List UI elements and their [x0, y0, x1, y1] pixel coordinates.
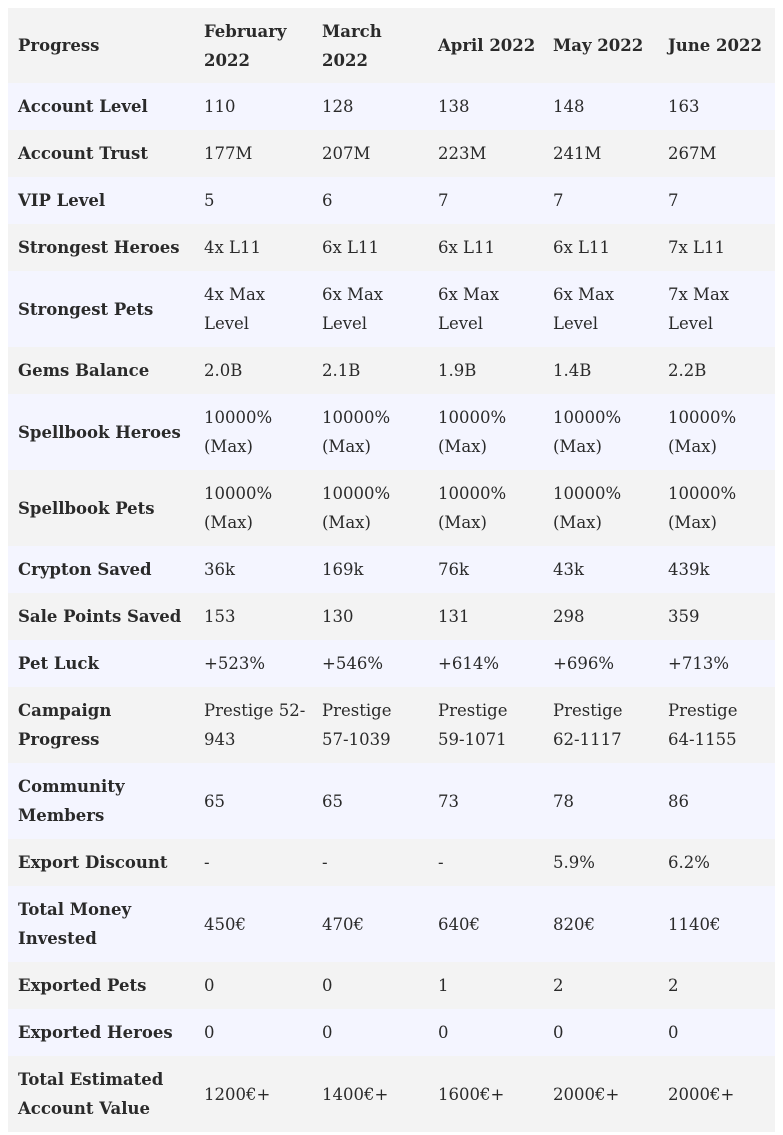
- row-label: Spellbook Heroes: [18, 422, 181, 442]
- table-cell: 36k: [204, 560, 235, 579]
- table-cell: 6: [322, 191, 333, 210]
- table-row-crypton-saved: [8, 546, 775, 593]
- table-cell: 359: [668, 607, 700, 626]
- table-cell: 0: [438, 1023, 449, 1042]
- table-cell: 86: [668, 791, 689, 811]
- table-cell: 1140€: [668, 914, 721, 934]
- table-header-row: [8, 8, 775, 83]
- table-cell: 6.2%: [668, 853, 710, 872]
- row-label: Pet Luck: [18, 654, 99, 673]
- table-cell: 177M: [204, 144, 253, 163]
- row-label: Campaign Progress: [18, 701, 112, 749]
- table-row-strongest-pets: [8, 271, 775, 347]
- table-row-account-trust: [8, 130, 775, 177]
- row-label: Exported Heroes: [18, 1023, 173, 1042]
- table-cell: 267M: [668, 144, 717, 163]
- table-cell: 450€: [204, 914, 246, 934]
- table-cell: 6x Max Level: [553, 285, 615, 333]
- table-cell: 10000% (Max): [668, 484, 737, 532]
- table-row-vip-level: [8, 177, 775, 224]
- table-cell: 2.0B: [204, 361, 243, 380]
- table-cell: +523%: [204, 654, 265, 673]
- table-cell: 2.1B: [322, 361, 361, 380]
- table-cell: Prestige 52-943: [204, 701, 306, 749]
- row-label: Account Trust: [18, 144, 148, 163]
- table-row-account-level: [8, 83, 775, 130]
- table-cell: 10000% (Max): [204, 484, 273, 532]
- table-cell: 138: [438, 97, 470, 116]
- column-header-june-2022: June 2022: [668, 36, 762, 55]
- table-cell: 1.9B: [438, 361, 477, 380]
- table-cell: 1.4B: [553, 361, 592, 380]
- table-cell: 6x Max Level: [322, 285, 384, 333]
- row-label: Community Members: [18, 777, 125, 825]
- table-row-spellbook-heroes: [8, 394, 775, 470]
- table-cell: 10000% (Max): [322, 408, 391, 456]
- table-cell: 10000% (Max): [438, 484, 507, 532]
- table-row-sale-points-saved: [8, 593, 775, 640]
- table-cell: 6x L11: [438, 238, 496, 257]
- table-row-total-estimated-account-value: [8, 1056, 775, 1132]
- table-cell: 65: [204, 791, 225, 811]
- table-cell: 0: [322, 1023, 333, 1042]
- table-cell: 2: [668, 976, 679, 995]
- table-cell: 241M: [553, 144, 602, 163]
- table-cell: 43k: [553, 560, 584, 579]
- table-cell: 1200€+: [204, 1084, 271, 1104]
- table-cell: 10000% (Max): [204, 408, 273, 456]
- table-cell: 7: [438, 191, 449, 210]
- column-header-april-2022: April 2022: [438, 36, 536, 55]
- table-cell: 7x Max Level: [668, 285, 730, 333]
- table-row-pet-luck: [8, 640, 775, 687]
- table-cell: +546%: [322, 654, 383, 673]
- table-cell: 10000% (Max): [553, 484, 622, 532]
- table-cell: 439k: [668, 560, 710, 579]
- row-label: Total Money Invested: [18, 900, 132, 948]
- table-cell: 65: [322, 791, 343, 811]
- table-cell: 7x L11: [668, 238, 726, 257]
- table-row-export-discount: [8, 839, 775, 886]
- table-row-campaign-progress: [8, 687, 775, 763]
- table-cell: 207M: [322, 144, 371, 163]
- table-cell: Prestige 64-1155: [668, 701, 738, 749]
- table-cell: 163: [668, 97, 700, 116]
- table-cell: 2000€+: [553, 1084, 620, 1104]
- table-cell: 4x Max Level: [204, 285, 266, 333]
- table-cell: 640€: [438, 914, 480, 934]
- table-cell: +614%: [438, 654, 499, 673]
- table-cell: 148: [553, 97, 585, 116]
- table-cell: +696%: [553, 654, 614, 673]
- row-label: Strongest Heroes: [18, 238, 180, 257]
- table-cell: 78: [553, 791, 574, 811]
- table-row-spellbook-pets: [8, 470, 775, 546]
- table-cell: 7: [553, 191, 564, 210]
- row-label: VIP Level: [18, 191, 106, 210]
- row-label: Spellbook Pets: [18, 498, 155, 518]
- table-cell: 10000% (Max): [438, 408, 507, 456]
- table-cell: 5.9%: [553, 853, 595, 872]
- row-label: Export Discount: [18, 853, 168, 872]
- table-row-total-money-invested: [8, 886, 775, 962]
- table-cell: 131: [438, 607, 470, 626]
- table-cell: -: [204, 853, 210, 872]
- progress-table: [8, 8, 775, 1132]
- table-cell: +713%: [668, 654, 729, 673]
- table-cell: 10000% (Max): [553, 408, 622, 456]
- column-header-progress: Progress: [18, 36, 100, 55]
- table-cell: 130: [322, 607, 354, 626]
- table-cell: 6x L11: [322, 238, 380, 257]
- column-header-may-2022: May 2022: [553, 36, 644, 55]
- table-cell: 820€: [553, 914, 595, 934]
- table-cell: 76k: [438, 560, 469, 579]
- table-cell: 0: [322, 976, 333, 995]
- table-cell: 1600€+: [438, 1084, 505, 1104]
- table-cell: 2000€+: [668, 1084, 735, 1104]
- table-cell: 128: [322, 97, 354, 116]
- table-cell: Prestige 62-1117: [553, 701, 623, 749]
- row-label: Account Level: [18, 97, 148, 116]
- table-cell: 4x L11: [204, 238, 262, 257]
- table-cell: Prestige 59-1071: [438, 701, 508, 749]
- table-cell: 470€: [322, 914, 364, 934]
- table-cell: Prestige 57-1039: [322, 701, 392, 749]
- table-cell: 0: [204, 1023, 215, 1042]
- table-cell: 169k: [322, 560, 364, 579]
- table-cell: 5: [204, 191, 215, 210]
- table-cell: 110: [204, 97, 236, 116]
- table-cell: 1400€+: [322, 1084, 389, 1104]
- table-row-exported-pets: [8, 962, 775, 1009]
- table-cell: 223M: [438, 144, 487, 163]
- row-label: Total Estimated Account Value: [18, 1070, 164, 1118]
- row-label: Sale Points Saved: [18, 607, 182, 626]
- table-cell: 298: [553, 607, 585, 626]
- table-cell: 10000% (Max): [322, 484, 391, 532]
- row-label: Gems Balance: [18, 361, 150, 380]
- table-cell: 7: [668, 191, 679, 210]
- column-header-february-2022: February 2022: [204, 21, 287, 70]
- row-label: Strongest Pets: [18, 299, 154, 319]
- table-cell: 0: [204, 976, 215, 995]
- table-cell: 0: [553, 1023, 564, 1042]
- table-row-community-members: [8, 763, 775, 839]
- table-row-gems-balance: [8, 347, 775, 394]
- row-label: Exported Pets: [18, 976, 147, 995]
- table-cell: -: [322, 853, 328, 872]
- row-label: Crypton Saved: [18, 560, 152, 579]
- table-cell: 6x Max Level: [438, 285, 500, 333]
- column-header-march-2022: March 2022: [322, 21, 382, 70]
- table-row-exported-heroes: [8, 1009, 775, 1056]
- progress-table-container: [8, 8, 775, 1132]
- table-cell: 2: [553, 976, 564, 995]
- table-cell: 6x L11: [553, 238, 611, 257]
- table-cell: 2.2B: [668, 361, 707, 380]
- table-row-strongest-heroes: [8, 224, 775, 271]
- table-cell: 0: [668, 1023, 679, 1042]
- table-cell: 1: [438, 976, 449, 995]
- table-cell: -: [438, 853, 444, 872]
- table-cell: 10000% (Max): [668, 408, 737, 456]
- table-cell: 153: [204, 607, 236, 626]
- table-cell: 73: [438, 791, 459, 811]
